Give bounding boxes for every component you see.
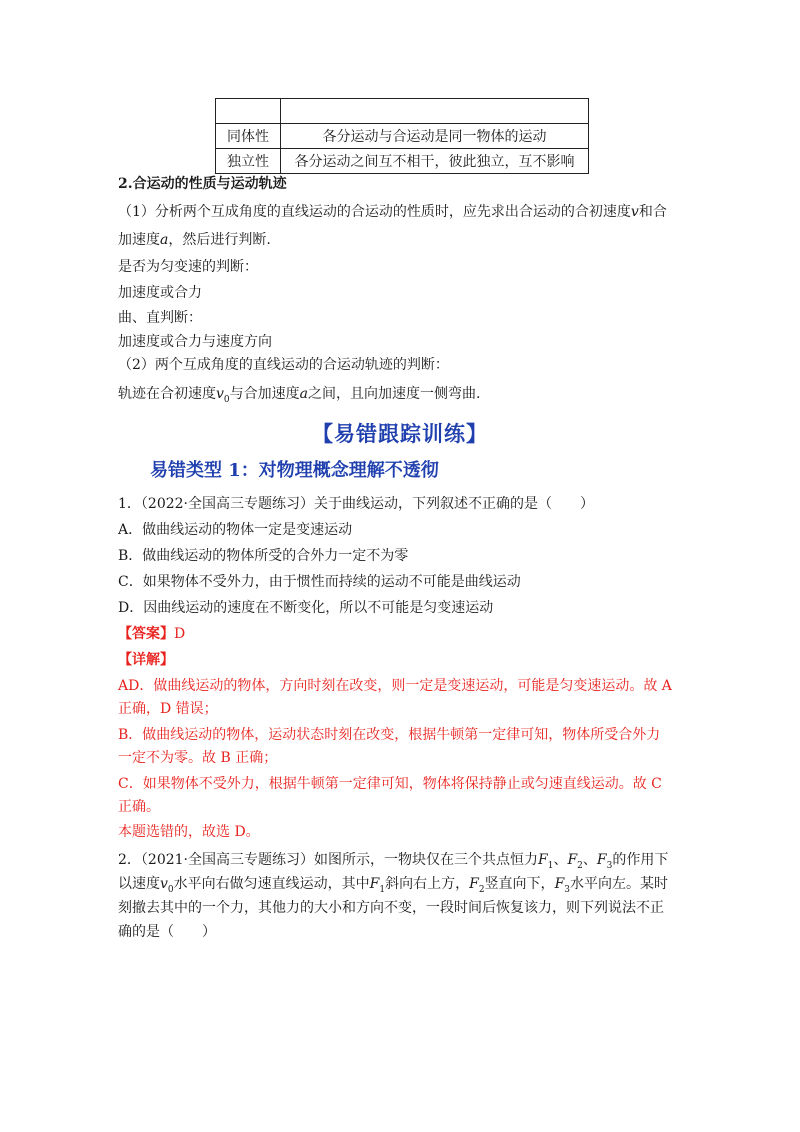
question-1-stem: 1．（2022·全国高三专题练习）关于曲线运动，下列叙述不正确的是（ ） bbox=[118, 496, 594, 512]
symbol-f: F bbox=[567, 852, 578, 868]
paragraph-3 bbox=[118, 384, 480, 410]
table-row bbox=[216, 124, 589, 149]
text-line: 曲、直判断： bbox=[118, 310, 202, 326]
table-cell-desc: 各分运动与合运动是同一物体的运动 bbox=[281, 124, 589, 149]
subscript: 0 bbox=[167, 884, 174, 895]
properties-table bbox=[215, 98, 589, 174]
question-2-line-2 bbox=[118, 874, 668, 900]
subscript: 2 bbox=[478, 884, 485, 895]
paragraph-1-line-2 bbox=[118, 230, 271, 250]
table-cell-desc bbox=[281, 99, 589, 124]
symbol-v: v bbox=[160, 876, 168, 892]
option-b: B．做曲线运动的物体所受的合外力一定不为零 bbox=[118, 548, 409, 564]
text-line: 加速度或合力 bbox=[118, 285, 202, 301]
text: 2．（2021·全国高三专题练习）如图所示，一物块仅在三个共点恒力 bbox=[118, 852, 538, 868]
text: 轨迹在合初速度 bbox=[118, 386, 216, 402]
explanation-line: B．做曲线运动的物体，运动状态时刻在改变，根据牛顿第一定律可知，物体所受合外力 bbox=[118, 727, 661, 743]
text: （1）分析两个互成角度的直线运动的合运动的性质时，应先求出合运动的合初速度 bbox=[118, 204, 631, 220]
text-line: 是否为匀变速的判断： bbox=[118, 259, 258, 275]
paragraph-2: （2）两个互成角度的直线运动的合运动轨迹的判断： bbox=[118, 357, 449, 373]
table-cell-term: 独立性 bbox=[216, 149, 281, 174]
answer-value: D bbox=[174, 626, 186, 642]
option-c: C．如果物体不受外力，由于惯性而持续的运动不可能是曲线运动 bbox=[118, 574, 521, 590]
text: 与合加速度 bbox=[229, 386, 300, 402]
symbol-f: F bbox=[469, 876, 479, 892]
question-2-line-4: 确的是（ ） bbox=[118, 924, 216, 940]
answer-label: 【答案】 bbox=[118, 626, 174, 642]
explanation-line: 正确，D 错误； bbox=[118, 701, 218, 717]
subscript: 1 bbox=[547, 860, 554, 871]
question-2-line-3: 刻撤去其中的一个力，其他力的大小和方向不变，一段时间后恢复该力，则下列说法不正 bbox=[118, 900, 664, 916]
text: 以速度 bbox=[118, 876, 160, 892]
text: 水平向右做匀速直线运动，其中 bbox=[173, 876, 370, 892]
subscript: 2 bbox=[577, 860, 583, 871]
detail-label: 【详解】 bbox=[118, 652, 174, 668]
symbol-f: F bbox=[596, 852, 607, 868]
table-cell-desc: 各分运动之间互不相干，彼此独立，互不影响 bbox=[281, 149, 589, 174]
text-line: 加速度或合力与速度方向 bbox=[118, 334, 272, 350]
subscript: 3 bbox=[564, 884, 571, 895]
table-cell-term: 同体性 bbox=[216, 124, 281, 149]
explanation-line: 一定不为零。故 B 正确； bbox=[118, 750, 278, 766]
answer-line bbox=[118, 624, 185, 644]
paragraph-1-line-1 bbox=[118, 202, 667, 222]
explanation-line: 正确。 bbox=[118, 799, 160, 815]
option-d: D．因曲线运动的速度在不断变化，所以不可能是匀变速运动 bbox=[118, 600, 494, 616]
text: 水平向左。某时 bbox=[570, 876, 669, 892]
subscript: 0 bbox=[223, 394, 230, 405]
subscript: 1 bbox=[379, 884, 386, 895]
subscript: 3 bbox=[606, 860, 613, 871]
section-heading: 2.合运动的性质与运动轨迹 bbox=[118, 176, 287, 192]
symbol-a: a bbox=[160, 232, 169, 248]
text: 和合 bbox=[638, 204, 667, 220]
symbol-f: F bbox=[538, 852, 548, 868]
text: 加速度 bbox=[118, 232, 160, 248]
option-a: A．做曲线运动的物体一定是变速运动 bbox=[118, 522, 353, 538]
text: 竖直向下， bbox=[484, 876, 555, 892]
symbol-v: v bbox=[630, 204, 639, 220]
text: ，然后进行判断. bbox=[168, 232, 271, 248]
question-2-line-1 bbox=[118, 850, 668, 876]
explanation-line: 本题选错的，故选 D。 bbox=[118, 824, 260, 840]
table-row bbox=[216, 99, 589, 124]
table-row bbox=[216, 149, 589, 174]
subsection-title: 易错类型 1：对物理概念理解不透彻 bbox=[150, 460, 439, 481]
explanation-line: C．如果物体不受外力，根据牛顿第一定律可知，物体将保持静止或匀速直线运动。故 C bbox=[118, 776, 662, 792]
symbol-f: F bbox=[554, 876, 565, 892]
symbol-f: F bbox=[369, 876, 380, 892]
explanation-line: AD．做曲线运动的物体，方向时刻在改变，则一定是变速运动，可能是匀变速运动。故 A bbox=[118, 678, 672, 694]
symbol-a: a bbox=[299, 386, 309, 402]
section-title: 【易错跟踪训练】 bbox=[312, 421, 488, 446]
separator: 、 bbox=[582, 852, 597, 868]
text: 的作用下 bbox=[612, 852, 669, 868]
symbol-v0: v bbox=[216, 386, 224, 402]
text: 之间，且向加速度一侧弯曲. bbox=[308, 386, 481, 402]
table-cell-term bbox=[216, 99, 281, 124]
text: 斜向右上方， bbox=[385, 876, 470, 892]
separator: 、 bbox=[553, 852, 568, 868]
